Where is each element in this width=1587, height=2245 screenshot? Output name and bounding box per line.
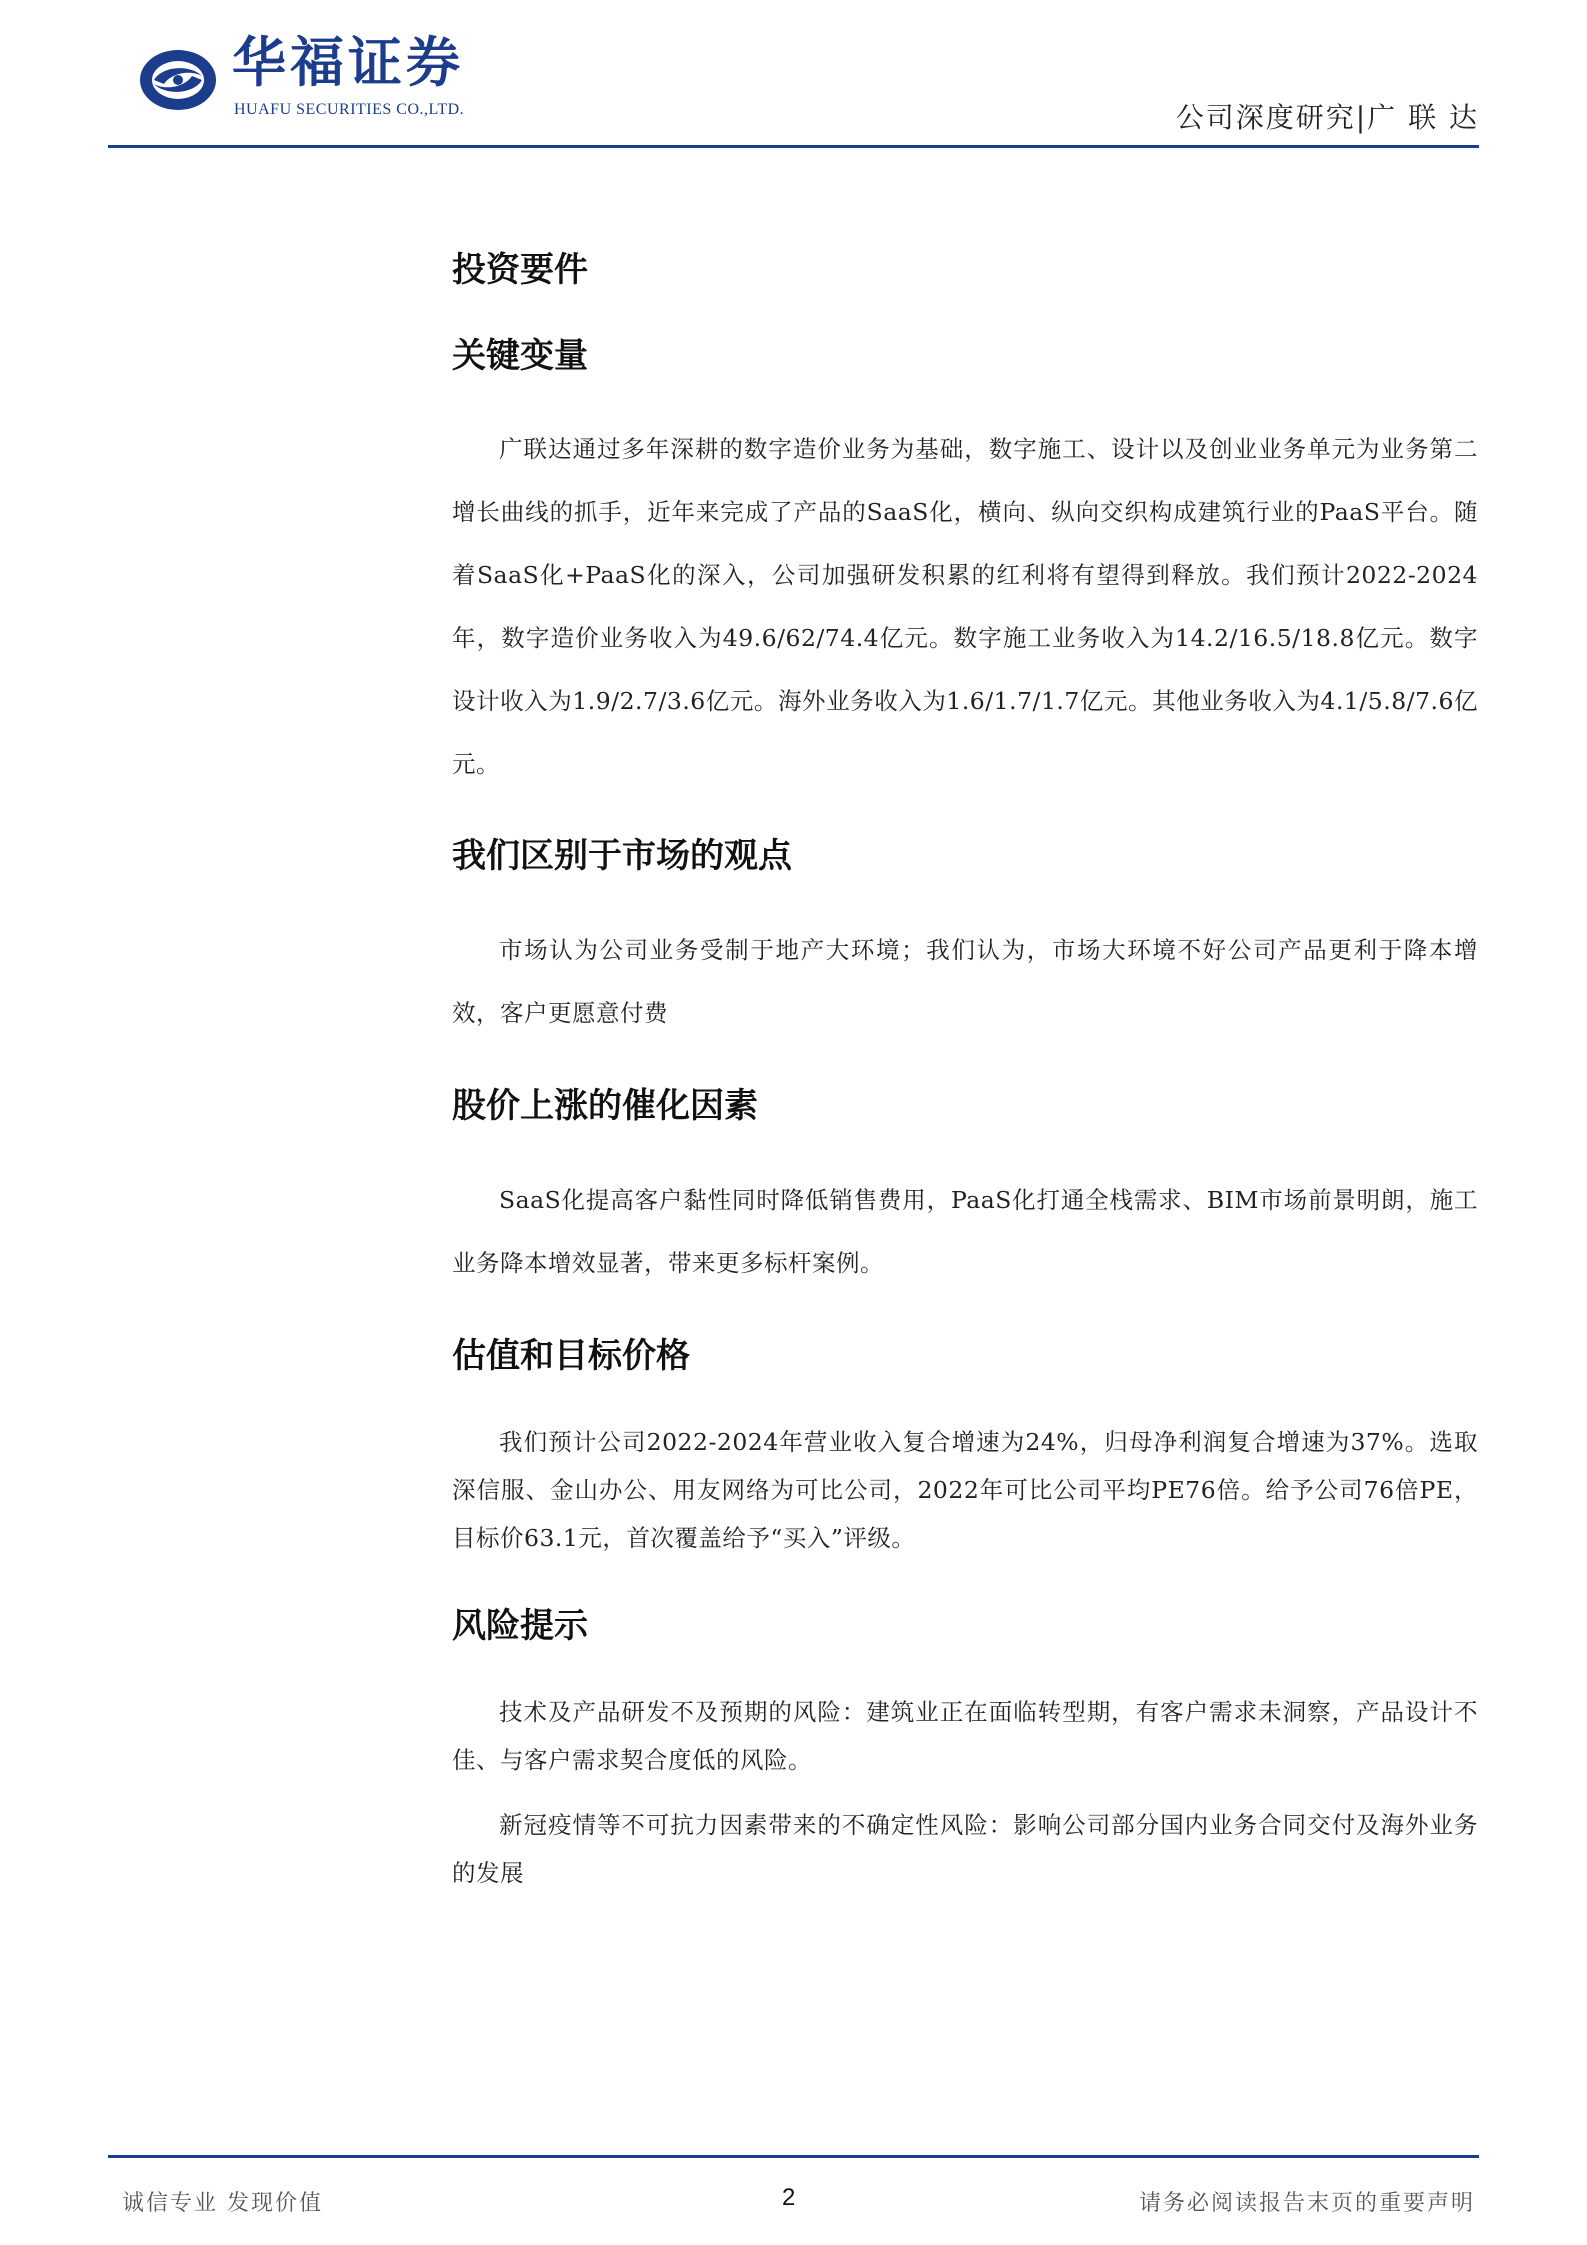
footer-slogan: 诚信专业 发现价值 (122, 2191, 323, 2216)
section-paragraph: 技术及产品研发不及预期的风险：建筑业正在面临转型期，有客户需求未洞察，产品设计不佳、与客户需求契合度低的风险。 (452, 1698, 1478, 1774)
section-heading: 风险提示 (452, 1606, 588, 1646)
footer-divider (108, 2155, 1479, 2158)
section-paragraph: 广联达通过多年深耕的数字造价业务为基础，数字施工、设计以及创业业务单元为业务第二增长曲线的抓手，近年来完成了产品的SaaS化，横向、纵向交织构成建筑行业的PaaS平台。随着SaaS化+PaaS化的深入，公司加强研发积累的红利将有望得到释放。我们预计2022-2024年，数字造价业务收入为49.6/62/74.4亿元。数字施工业务收入为14.2/16.5/18.8亿元。数字设计收入为1.9/2.7/3.6亿元。海外业务收入为1.6/1.7/1.7亿元。其他业务收入为4.1/5.8/7.6亿元。 (452, 435, 1478, 778)
section-paragraph: SaaS化提高客户黏性同时降低销售费用，PaaS化打通全栈需求、BIM市场前景明朗，施工业务降本增效显著，带来更多标杆案例。 (452, 1186, 1478, 1277)
section-paragraph: 新冠疫情等不可抗力因素带来的不确定性风险：影响公司部分国内业务合同交付及海外业务的发展 (452, 1811, 1478, 1887)
section-heading: 关键变量 (452, 336, 588, 376)
brand-name-cn: 华福证券 (232, 31, 464, 94)
page-title: 投资要件 (452, 250, 588, 290)
section-heading: 股价上涨的催化因素 (452, 1086, 758, 1126)
report-tag: 公司深度研究|广 联 达 (1175, 101, 1479, 134)
footer-disclaimer: 请务必阅读报告末页的重要声明 (1138, 2191, 1475, 2216)
page-header (0, 0, 1587, 150)
header-divider (108, 145, 1479, 148)
page-number: 2 (782, 2184, 796, 2211)
section-heading: 我们区别于市场的观点 (452, 836, 792, 876)
section-paragraph: 市场认为公司业务受制于地产大环境；我们认为，市场大环境不好公司产品更利于降本增效，客户更愿意付费 (452, 936, 1478, 1027)
section-heading: 估值和目标价格 (452, 1336, 690, 1376)
huafu-logo-icon (138, 40, 218, 120)
brand-name-en: HUAFU SECURITIES CO.,LTD. (234, 101, 465, 118)
section-paragraph: 我们预计公司2022-2024年营业收入复合增速为24%，归母净利润复合增速为37%。选取深信服、金山办公、用友网络为可比公司，2022年可比公司平均PE76倍。给予公司76倍PE，目标价63.1元，首次覆盖给予“买入”评级。 (452, 1428, 1478, 1552)
